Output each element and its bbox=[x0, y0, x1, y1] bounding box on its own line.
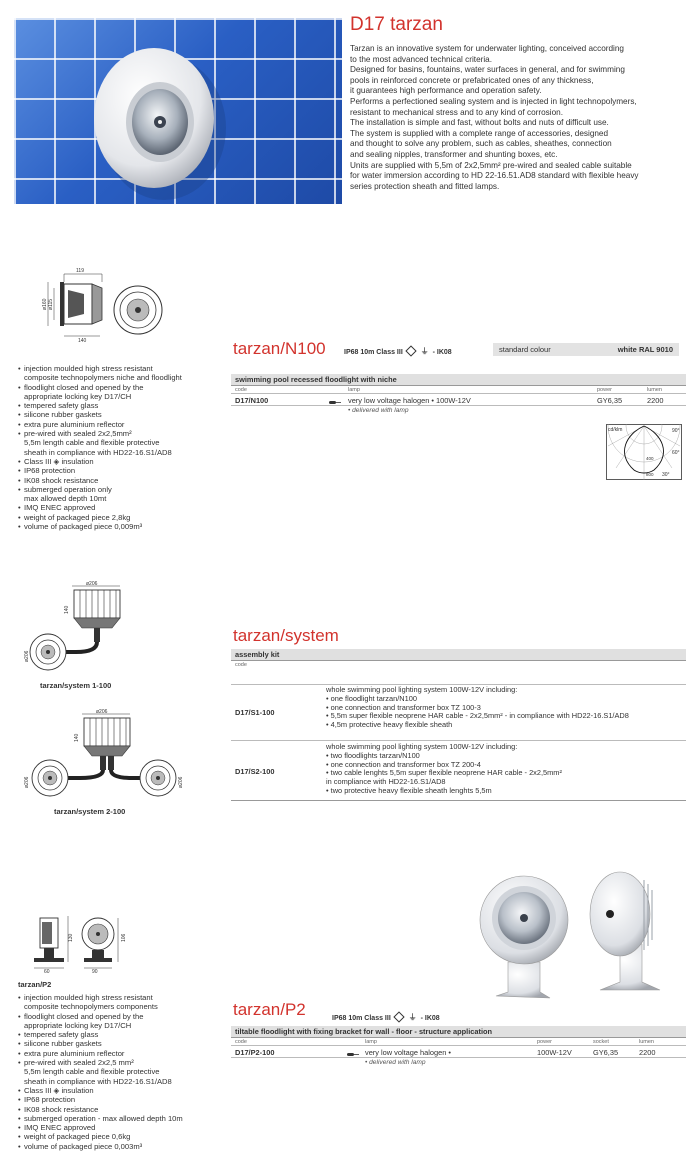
list-item: • pre-wired with sealed 2x2,5 mm² bbox=[18, 1058, 183, 1067]
n100-colour-label: standard colour bbox=[499, 345, 551, 354]
list-item: • floodlight closed and opened by the bbox=[18, 383, 182, 392]
text-line: The installation is simple and fast, without bolts and nuts of difficult use. bbox=[350, 118, 609, 128]
n100-spec bbox=[344, 346, 452, 357]
text-line: resistant to mechanical stress and to any kind of corrosion. bbox=[350, 107, 563, 117]
system-table-columns bbox=[231, 660, 686, 685]
system-table-title: assembly kit bbox=[231, 649, 686, 660]
lamp-icon bbox=[347, 1050, 359, 1059]
intro-text bbox=[350, 44, 690, 192]
list-item: composite technopolymers components bbox=[24, 1002, 158, 1012]
p2-table-title: tiltable floodlight with fixing bracket for wall - floor - structure application bbox=[231, 1026, 686, 1037]
p2-dim-h1: 130 bbox=[68, 933, 74, 942]
table-row bbox=[231, 1046, 686, 1058]
system1-caption: tarzan/system 1-100 bbox=[40, 681, 112, 690]
text-line: in compliance with HD22-16.S1/AD8 bbox=[326, 777, 446, 787]
table-row bbox=[231, 741, 686, 801]
system2-dim-right: ø206 bbox=[178, 776, 184, 788]
text-line: • 4,5m protective heavy flexible sheath bbox=[326, 720, 453, 730]
system-desc-1 bbox=[326, 686, 629, 730]
polar-angle-60: 60° bbox=[672, 450, 680, 456]
text-line: it guarantees high performance and operation safety. bbox=[350, 86, 542, 96]
system-desc-2 bbox=[326, 743, 562, 796]
n100-spec-prefix: IP68 10m Class III bbox=[344, 349, 403, 356]
p2-lamp: very low voltage halogen • bbox=[365, 1048, 451, 1057]
p2-col-lumen: lumen bbox=[639, 1039, 654, 1045]
p2-power: 100W-12V bbox=[537, 1048, 572, 1057]
list-item: • IMQ ENEC approved bbox=[18, 1123, 183, 1132]
p2-col-lamp: lamp bbox=[365, 1039, 377, 1045]
list-item: • IMQ ENEC approved bbox=[18, 503, 182, 512]
p2-product-photo bbox=[470, 866, 666, 1006]
text-line: series protection sheath and fitted lamps. bbox=[350, 181, 500, 191]
system1-dim-top: ø206 bbox=[86, 581, 98, 587]
n100-table-columns bbox=[231, 385, 686, 394]
text-line: • one floodlight tarzan/N100 bbox=[326, 693, 417, 703]
p2-caption: tarzan/P2 bbox=[18, 980, 52, 989]
system2-technical-drawing bbox=[20, 708, 190, 808]
system2-dim-height: 140 bbox=[74, 733, 80, 742]
n100-technical-drawing bbox=[40, 266, 170, 352]
text-line: Tarzan is an innovative system for underwater lighting, conceived according bbox=[350, 44, 624, 53]
p2-col-power: power bbox=[537, 1039, 552, 1045]
floodlight-photo-illustration bbox=[14, 18, 342, 204]
text-line: to the most advanced technical criteria. bbox=[350, 54, 492, 64]
table-row bbox=[231, 394, 686, 406]
n100-title: tarzan/N100 bbox=[233, 339, 326, 358]
list-item: composite technopolymers niche and floodlight bbox=[24, 373, 182, 383]
p2-spec-prefix: IP68 10m Class III bbox=[332, 1015, 391, 1022]
system-col-code: code bbox=[235, 662, 247, 668]
n100-table-title: swimming pool recessed floodlight with niche bbox=[231, 374, 686, 385]
system-table bbox=[231, 649, 686, 801]
n100-colour-value: white RAL 9010 bbox=[617, 345, 673, 354]
n100-lumen: 2200 bbox=[647, 396, 664, 405]
n100-dim-bottom: 140 bbox=[78, 338, 87, 344]
polar-angle-30: 30° bbox=[662, 472, 670, 478]
text-line: Units are supplied with 5,5m of 2x2,5mm² pre-wired and sealed cable suitable bbox=[350, 160, 632, 170]
list-item: appropriate locking key D17/CH bbox=[24, 1020, 132, 1030]
p2-spec bbox=[332, 1012, 440, 1023]
p2-title: tarzan/P2 bbox=[233, 1000, 306, 1019]
p2-spec-suffix: - IK08 bbox=[420, 1015, 440, 1022]
n100-features bbox=[18, 364, 182, 531]
list-item: • weight of packaged piece 0,6kg bbox=[18, 1132, 183, 1141]
system2-dim-left: ø206 bbox=[24, 776, 30, 788]
list-item: • weight of packaged piece 2,8kg bbox=[18, 513, 182, 522]
n100-dim-top: 119 bbox=[76, 268, 84, 274]
list-item: max allowed depth 10mt bbox=[24, 494, 107, 504]
polar-angle-90: 90° bbox=[672, 428, 680, 434]
list-item: • Class III ◈ insulation bbox=[18, 1086, 183, 1095]
list-item: • tempered safety glass bbox=[18, 1030, 183, 1039]
list-item: 5,5m length cable and flexible protective bbox=[24, 438, 160, 448]
text-line: whole swimming pool lighting system 100W-12V including: bbox=[326, 742, 518, 751]
p2-dim-w2: 90 bbox=[92, 969, 98, 974]
p2-lumen: 2200 bbox=[639, 1048, 656, 1057]
n100-note: • delivered with lamp bbox=[348, 407, 409, 414]
polar-ring-800: 800 bbox=[646, 472, 654, 477]
class-iii-icon bbox=[393, 1011, 404, 1022]
text-line: Performs a perfectioned sealing system and is injected in light technopolymers, bbox=[350, 96, 637, 106]
class-iii-icon bbox=[405, 345, 416, 356]
n100-lamp: very low voltage halogen • 100W-12V bbox=[348, 396, 471, 405]
text-line: and thought to solve any problem, such as cables, sheathes, connection bbox=[350, 139, 612, 149]
table-row bbox=[231, 685, 686, 741]
text-line: • two cable lenghts 5,5m super flexible neoprene HAR cable - 2x2,5mm² bbox=[326, 768, 562, 778]
text-line: for water immersion according to HD 22-16.51.AD8 standard with flexible heavy bbox=[350, 171, 639, 181]
p2-table-columns bbox=[231, 1037, 686, 1046]
text-line: whole swimming pool lighting system 100W-12V including: bbox=[326, 685, 518, 694]
text-line: • one connection and transformer box TZ 200-4 bbox=[326, 759, 481, 769]
polar-ring-400: 400 bbox=[646, 456, 654, 461]
list-item: • floodlight closed and opened by the bbox=[18, 1012, 183, 1021]
lamp-icon bbox=[329, 398, 341, 407]
text-line: pools in reinforced concrete or prefabricated ones of any thickness, bbox=[350, 75, 594, 85]
n100-code: D17/N100 bbox=[235, 396, 269, 405]
list-item: • IP68 protection bbox=[18, 466, 182, 475]
list-item: • silicone rubber gaskets bbox=[18, 410, 182, 419]
p2-features bbox=[18, 993, 183, 1151]
n100-power: GY6,35 bbox=[597, 396, 623, 405]
hero-photo bbox=[14, 18, 342, 204]
col-lamp: lamp bbox=[348, 387, 360, 393]
list-item: appropriate locking key D17/CH bbox=[24, 391, 132, 401]
col-power: power bbox=[597, 387, 612, 393]
list-item: • injection moulded high stress resistant bbox=[18, 993, 183, 1002]
list-item: • injection moulded high stress resistant bbox=[18, 364, 182, 373]
p2-socket: GY6,35 bbox=[593, 1048, 619, 1057]
n100-spec-suffix: - IK08 bbox=[432, 349, 452, 356]
text-line: Designed for basins, fountains, water surfaces in general, and for swimming bbox=[350, 65, 625, 75]
list-item: • silicone rubber gaskets bbox=[18, 1039, 183, 1048]
p2-dim-h2: 106 bbox=[121, 933, 127, 942]
list-item: • volume of packaged piece 0,009m³ bbox=[18, 522, 182, 531]
col-lumen: lumen bbox=[647, 387, 662, 393]
list-item: • IK08 shock resistance bbox=[18, 476, 182, 485]
p2-table bbox=[231, 1026, 686, 1066]
list-item: • submerged operation - max allowed depth 10m bbox=[18, 1114, 183, 1123]
list-item: • pre-wired with sealed 2x2,5mm² bbox=[18, 429, 182, 438]
text-line: • two protective heavy flexible sheath lenghts 5,5m bbox=[326, 785, 492, 795]
n100-colour-box bbox=[493, 343, 679, 356]
n100-table bbox=[231, 374, 686, 414]
system1-dim-side: ø206 bbox=[24, 650, 30, 662]
p2-dim-w1: 60 bbox=[44, 969, 50, 974]
p2-col-socket: socket bbox=[593, 1039, 609, 1045]
p2-code: D17/P2-100 bbox=[235, 1048, 275, 1057]
system-code-1: D17/S1-100 bbox=[235, 708, 275, 717]
system1-dim-height: 140 bbox=[64, 605, 70, 614]
list-item: • submerged operation only bbox=[18, 485, 182, 494]
list-item: • tempered safety glass bbox=[18, 401, 182, 410]
text-line: The system is supplied with a complete range of accessories, designed bbox=[350, 128, 609, 138]
no-ground-icon: ⏚ bbox=[420, 347, 429, 356]
text-line: and sealing nipples, transformer and shunting boxes, etc. bbox=[350, 149, 558, 159]
list-item: • IK08 shock resistance bbox=[18, 1105, 183, 1114]
text-line: • 5,5m super flexible neoprene HAR cable - 2x2,5mm² - in compliance with HD22-16.S1/AD8 bbox=[326, 711, 629, 721]
main-title: D17 tarzan bbox=[350, 14, 443, 35]
p2-note: • delivered with lamp bbox=[365, 1059, 426, 1066]
list-item: • IP68 protection bbox=[18, 1095, 183, 1104]
no-ground-icon: ⏚ bbox=[408, 1013, 417, 1022]
list-item: 5,5m length cable and flexible protective bbox=[24, 1067, 160, 1077]
list-item: • Class III ◈ insulation bbox=[18, 457, 182, 466]
col-code: code bbox=[235, 387, 247, 393]
system1-technical-drawing bbox=[24, 580, 134, 680]
text-line: • two floodlights tarzan/N100 bbox=[326, 750, 420, 760]
n100-dim-side1: ø160 bbox=[42, 298, 48, 310]
n100-dim-side2: ø115 bbox=[48, 298, 54, 310]
p2-col-code: code bbox=[235, 1039, 247, 1045]
list-item: sheath in compliance with HD22-16.S1/AD8 bbox=[24, 447, 172, 457]
text-line: • one connection and transformer box TZ 100-3 bbox=[326, 702, 481, 712]
system-title: tarzan/system bbox=[233, 626, 339, 645]
list-item: sheath in compliance with HD22-16.S1/AD8 bbox=[24, 1076, 172, 1086]
polar-unit: cd/klm bbox=[608, 427, 623, 433]
list-item: • extra pure aluminium reflector bbox=[18, 1049, 183, 1058]
polar-photometric-diagram bbox=[606, 424, 682, 480]
list-item: • extra pure aluminium reflector bbox=[18, 420, 182, 429]
system2-dim-top: ø206 bbox=[96, 709, 108, 715]
list-item: • volume of packaged piece 0,003m³ bbox=[18, 1142, 183, 1151]
system-code-2: D17/S2-100 bbox=[235, 767, 275, 776]
p2-technical-drawing bbox=[28, 908, 138, 974]
system2-caption: tarzan/system 2-100 bbox=[54, 807, 126, 816]
